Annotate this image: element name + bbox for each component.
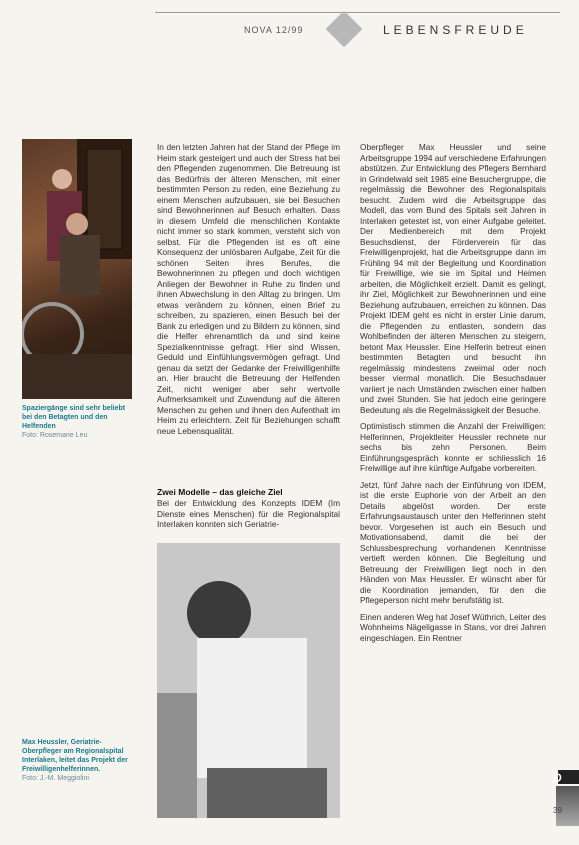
article-paragraph: Jetzt, fünf Jahre nach der Einführung von IDEM, ist die erste Euphorie von der Arbeit an den Details abgelöst worden. Der erste Erfahrungsaustausch unter den Helferinnen steht bevor. Vorgesehen ist auch ein Besuch und Motivationsabend, damit die bei der Schlussbesprechung vorhandenen Kenntnisse vertieft werden können. Die Begleitung und Betreuung der Freiwilligen liegt noch in den Händen von Max Heussler. Er wünscht aber für die Koordination jemanden, für den die Pflegeperson nicht mehr berufstätig ist.	[360, 479, 546, 605]
caption-text: Spaziergänge sind sehr beliebt bei den Betagten und den Helfenden	[22, 405, 126, 430]
caption-credit: Foto: Rosemarie Leu	[22, 432, 88, 439]
caption-photo-1	[22, 404, 137, 440]
article-subheading: Zwei Modelle – das gleiche Ziel	[157, 487, 283, 497]
article-paragraph: Optimistisch stimmen die Anzahl der Freiwilligen: Helferinnen, Projektleiter Heussler rechnete nur sechs bis zehn Personen. Beim Einführungsgespräch konnte er schliesslich 16 Freiwillige auf ihre künftige Aufgabe vorbereiten.	[360, 421, 546, 473]
article-paragraph: Bei der Entwicklung des Konzepts IDEM (Im Dienste eines Menschen) für die Regionalspital Interlaken konnten sich Geriatrie-	[157, 498, 340, 529]
magazine-issue: NOVA 12/99	[244, 25, 304, 35]
photo-walk-elderly	[22, 139, 132, 399]
article-column-2	[360, 142, 546, 649]
article-column-1b	[157, 498, 340, 536]
section-title: LEBENSFREUDE	[383, 23, 528, 37]
caption-credit: Foto: J.-M. Meggiolini	[22, 775, 89, 782]
article-paragraph: Oberpfleger Max Heussler und seine Arbeitsgruppe 1994 auf verschiedene Erfahrungen abstützen. Zur Entwicklung des Pflegers Bernhard in Grindelwald seit 1985 eine Besuchergruppe, die regelmässig die Bewohner des Regionalspitals besucht. Zudem wird die Arbeitsgruppe das Modell, das vom Bund des Spitals seit Jahren in Interlaken getestet ist, von einer Aufgabe geleitet. Der Medienbereich mit dem Projekt Besuchsdienst, der Förderverein für das Freiwilligenprojekt, hat die Arbeitsgruppe dann im Frühling 94 mit der Begleitung und Koordination für Freiwillige, wie sie im Spital und Heimen arbeiten, die Möglichkeit erzielt. Damit es gelingt, ihr Ziel, Möglichkeit zur Bewohnerinnen und eine Beziehung aufzubauen, erreichen zu können. Das Projekt IDEM geht es nicht in erster Linie darum, die Pflegenden zu entlasten, sondern das Wohlbefinden der älteren Menschen zu steigern, betont Max Heussler. Eine Helferin betreut einen bestimmten Betagten und besucht ihn regelmässig mindestens zweimal oder noch besser viermal monatlich. Die Besuchsdauer variiert je nach Umständen zwischen einer halben und zwei Stunden. Sie hat jedoch eine geringere Bedeutung als die Regelmässigkeit der Besuche.	[360, 142, 546, 415]
caption-text: Max Heussler, Geriatrie-Oberpfleger am Regionalspital Interlaken, leitet das Projekt der Freiwilligenhelferinnen.	[22, 739, 128, 773]
photo-max-heussler	[157, 543, 340, 818]
diamond-ornament	[326, 11, 363, 48]
edge-letter: D	[553, 771, 562, 785]
article-column-1	[157, 142, 340, 442]
article-paragraph: In den letzten Jahren hat der Stand der Pflege im Heim stark gesteigert und auch der Stress hat bei den Pflegenden zugenommen. Die Betreuung ist das Bedürfnis der älteren Menschen, mit einer bestimmten Person zu reden, eine Beziehung zu einem Menschen aufzubauen, sie bei Besuchen sind Bewohnerinnen auf Besuch erhalten. Dass in diesem Umfeld die menschlichen Kontakte nicht immer so stark kommen, versteht sich von selbst. Für die Pflegenden ist es oft eine Konsequenz der unlösbaren Aufgabe, Zeit für die schönen Seiten ihres Berufes, die Bewohnerinnen zu pflegen und doch wichtigen Anliegen der Bewohner in Ruhe zu finden und ihnen Abwechslung in den Alltag zu bringen. Um etwas verändern zu können, einen Brief zu schreiben, zu spazieren, einen Besuch bei der Bank zu erledigen und zu Bildern zu können, sind die Helfer ehrenamtlich da und sind keine Spezialkenntnisse gefragt. Hier sind Wissen, Geduld und Einfühlungsvermögen gefragt. Und genau da setzt der Gedanke der Freiwilligenhilfe an. Hier braucht die Betreuung der Helfenden Zeit, nicht weniger aber sehr wertvolle Aufmerksamkeit und Zuwendung auf die älteren Menschen zu gehen und ihnen den Aufenthalt im Heim zu erleichtern. Zeit für Beziehungen schafft neue Lebensqualität.	[157, 142, 340, 436]
page-number: 39	[553, 806, 562, 815]
caption-photo-2	[22, 738, 137, 783]
photo-walk-illustration	[22, 139, 132, 399]
photo-portrait-illustration	[157, 543, 340, 818]
article-paragraph: Einen anderen Weg hat Josef Wüthrich, Leiter des Wohnheims Nägeligasse in Stans, vor drei Jahren eingeschlagen. Ein Rentner	[360, 611, 546, 643]
header-rule	[155, 12, 560, 13]
